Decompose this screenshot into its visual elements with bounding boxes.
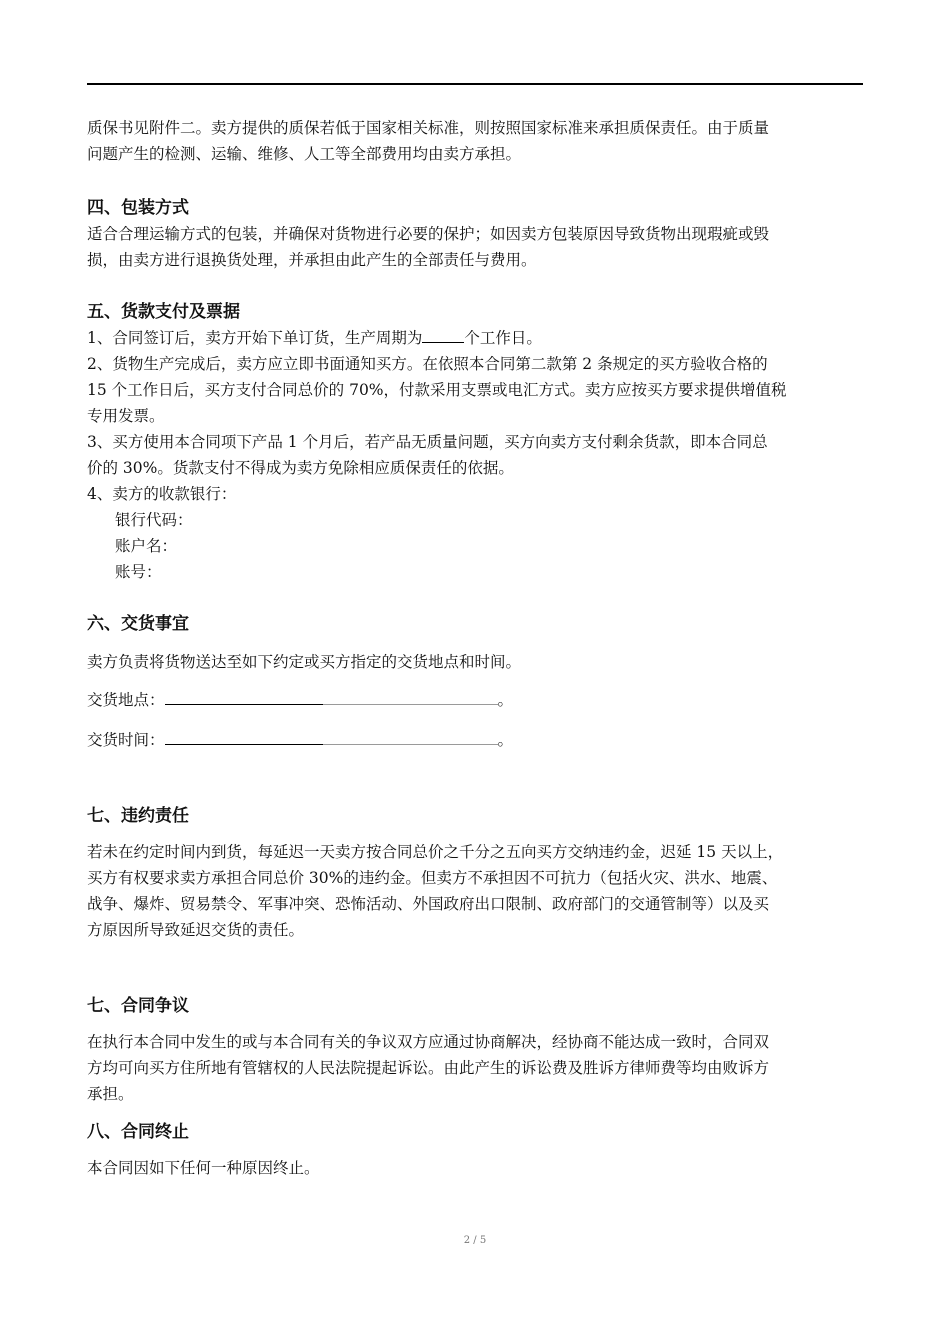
account-name-label: 账户名： — [115, 537, 178, 555]
paragraph-line: 3、买方使用本合同项下产品 1 个月后，若产品无质量问题，买方向卖方支付剩余货款，即本合同总 — [87, 433, 768, 451]
delivery-time-row — [87, 727, 863, 753]
paragraph-line: 价的 30%。货款支付不得成为卖方免除相应质保责任的依据。 — [87, 459, 514, 477]
delivery-place-label: 交货地点： — [87, 691, 165, 709]
paragraph-line: 质保书见附件二。卖方提供的质保若低于国家相关标准，则按照国家标准来承担质保责任。由于质量 — [87, 119, 770, 137]
section-heading: 七、违约责任 — [87, 806, 189, 826]
section-heading: 八、合同终止 — [87, 1122, 189, 1142]
paragraph-line: 买方有权要求卖方承担合同总价 30%的违约金。但卖方不承担因不可抗力（包括火灾、洪水、地震、 — [87, 869, 778, 887]
delivery-place-row — [87, 687, 863, 713]
end-mark: 。 — [497, 731, 514, 749]
item-text: 个工作日。 — [464, 329, 542, 347]
blank-field — [422, 328, 464, 343]
paragraph-line: 4、卖方的收款银行： — [87, 485, 237, 503]
section-heading: 六、交货事宜 — [87, 614, 189, 634]
section-8 — [87, 1119, 863, 1181]
bank-code-label: 银行代码： — [115, 511, 193, 529]
section-heading: 七、合同争议 — [87, 996, 189, 1016]
paragraph-line: 方原因所导致延迟交货的责任。 — [87, 921, 305, 939]
section-3-tail — [87, 115, 863, 167]
paragraph-line: 15 个工作日后，买方支付合同总价的 70%，付款采用支票或电汇方式。卖方应按买方要求提供增值税 — [87, 381, 787, 399]
paragraph-line: 本合同因如下任何一种原因终止。 — [87, 1159, 320, 1177]
section-7-breach — [87, 803, 863, 943]
delivery-place-field — [165, 691, 498, 705]
paragraph-line: 在执行本合同中发生的或与本合同有关的争议双方应通过协商解决，经协商不能达成一致时，合同双 — [87, 1033, 770, 1051]
section-7-dispute — [87, 993, 863, 1107]
page-number: 2 / 5 — [463, 1235, 487, 1246]
end-mark: 。 — [497, 691, 514, 709]
paragraph-line: 专用发票。 — [87, 407, 165, 425]
section-5 — [87, 299, 863, 585]
section-heading: 四、包装方式 — [87, 198, 189, 218]
paragraph-line: 适合合理运输方式的包装，并确保对货物进行必要的保护；如因卖方包装原因导致货物出现瑕疵或毁 — [87, 225, 770, 243]
header-rule — [87, 83, 863, 85]
paragraph-line: 卖方负责将货物送达至如下约定或买方指定的交货地点和时间。 — [87, 653, 522, 671]
item-text: 1、合同签订后，卖方开始下单订货，生产周期为 — [87, 329, 423, 347]
paragraph-line: 承担。 — [87, 1085, 134, 1103]
section-4 — [87, 195, 863, 273]
account-number-label: 账号： — [115, 563, 162, 581]
paragraph-line: 问题产生的检测、运输、维修、人工等全部费用均由卖方承担。 — [87, 145, 522, 163]
payment-item-1 — [87, 325, 863, 351]
paragraph-line: 若未在约定时间内到货，每延迟一天卖方按合同总价之千分之五向买方交纳违约金，迟延 15 天以上， — [87, 843, 784, 861]
delivery-time-field — [165, 731, 498, 745]
document-body — [87, 115, 863, 1181]
paragraph-line: 2、货物生产完成后，卖方应立即书面通知买方。在依照本合同第二款第 2 条规定的买方验收合格的 — [87, 355, 768, 373]
paragraph-line: 损，由卖方进行退换货处理，并承担由此产生的全部责任与费用。 — [87, 251, 537, 269]
paragraph-line: 战争、爆炸、贸易禁令、军事冲突、恐怖活动、外国政府出口限制、政府部门的交通管制等）以及买 — [87, 895, 770, 913]
section-heading: 五、货款支付及票据 — [87, 302, 240, 322]
delivery-time-label: 交货时间： — [87, 731, 165, 749]
section-6 — [87, 611, 863, 753]
paragraph-line: 方均可向买方住所地有管辖权的人民法院提起诉讼。由此产生的诉讼费及胜诉方律师费等均由败诉方 — [87, 1059, 770, 1077]
